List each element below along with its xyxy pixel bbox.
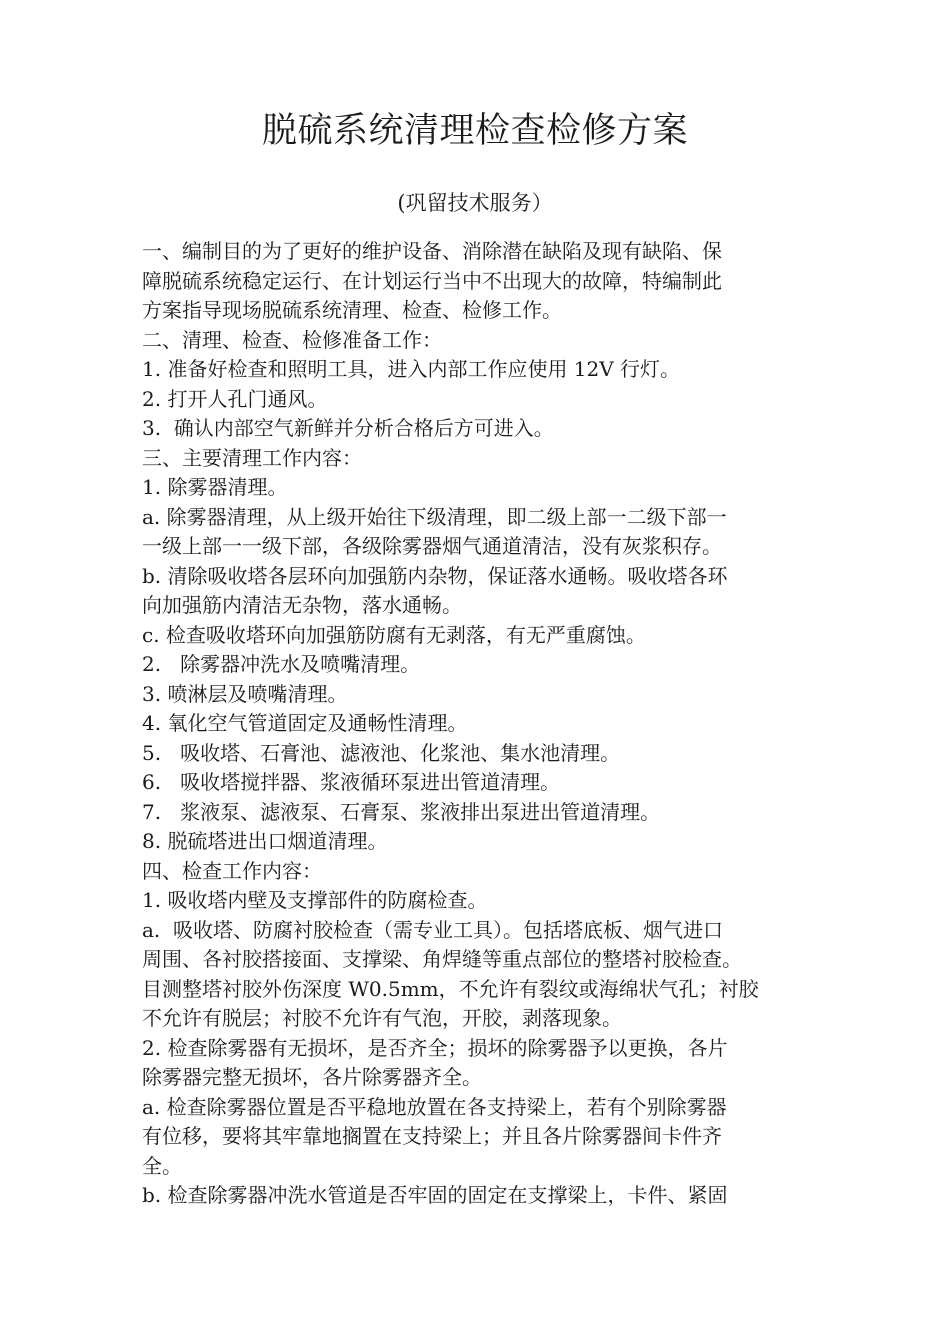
body-line: 2. 检查除雾器有无损坏，是否齐全；损坏的除雾器予以更换，各片 [142, 1035, 728, 1060]
body-line: 一、编制目的为了更好的维护设备、消除潜在缺陷及现有缺陷、保 [142, 239, 722, 263]
body-line: 周围、各衬胶搭接面、支撑梁、角焊缝等重点部位的整塔衬胶检查。 [142, 947, 742, 971]
document-subtitle: (巩留技术服务） [397, 191, 553, 215]
body-line: 向加强筋内清洁无杂物，落水通畅。 [142, 593, 462, 617]
body-line: 2. 打开人孔门通风。 [142, 386, 328, 411]
body-line: 不允许有脱层；衬胶不允许有气泡，开胶，剥落现象。 [142, 1006, 622, 1030]
body-line: 障脱硫系统稳定运行、在计划运行当中不出现大的故障，特编制此 [142, 268, 722, 293]
body-line: b. 清除吸收塔各层环向加强筋内杂物，保证落水通畅。吸收塔各环 [142, 563, 728, 588]
body-line: b. 检查除雾器冲洗水管道是否牢固的固定在支撑梁上，卡件、紧固 [142, 1183, 728, 1207]
body-line: 8. 脱硫塔进出口烟道清理。 [142, 829, 388, 853]
body-line: a. 吸收塔、防腐衬胶检查（需专业工具）。包括塔底板、烟气进口 [142, 917, 723, 942]
body-line: 全。 [142, 1153, 182, 1178]
document-title: 脱硫系统清理检查检修方案 [261, 111, 688, 151]
body-line: 1. 吸收塔内壁及支撑部件的防腐检查。 [142, 888, 488, 912]
body-line: 一级上部一一级下部，各级除雾器烟气通道清洁，没有灰浆积存。 [142, 534, 722, 558]
body-line: 5. 吸收塔、石膏池、滤液池、化浆池、集水池清理。 [142, 740, 621, 765]
body-line: 四、检查工作内容： [142, 858, 322, 883]
body-line: 1. 除雾器清理。 [142, 475, 288, 499]
body-line: a. 除雾器清理，从上级开始往下级清理，即二级上部一二级下部一 [142, 504, 727, 529]
body-line: 2. 除雾器冲洗水及喷嘴清理。 [142, 652, 421, 676]
body-line: 方案指导现场脱硫系统清理、检查、检修工作。 [142, 298, 562, 322]
document-body [142, 237, 810, 1211]
body-line: a. 检查除雾器位置是否平稳地放置在各支持梁上，若有个别除雾器 [142, 1094, 727, 1119]
body-line: c. 检查吸收塔环向加强筋防腐有无剥落，有无严重腐蚀。 [142, 622, 646, 647]
body-line: 除雾器完整无损坏，各片除雾器齐全。 [142, 1065, 482, 1089]
body-line: 3. 喷淋层及喷嘴清理。 [142, 681, 348, 706]
body-line: 目测整塔衬胶外伤深度 W0.5mm，不允许有裂纹或海绵状气孔；衬胶 [142, 976, 759, 1001]
body-line: 6. 吸收塔搅拌器、浆液循环泵进出管道清理。 [142, 770, 561, 794]
body-line: 4. 氧化空气管道固定及通畅性清理。 [142, 711, 468, 735]
body-line: 1. 准备好检查和照明工具，进入内部工作应使用 12V 行灯。 [142, 357, 681, 381]
body-line: 3. 确认内部空气新鲜并分析合格后方可进入。 [142, 416, 554, 440]
body-line: 三、主要清理工作内容： [142, 445, 362, 470]
body-line: 7. 浆液泵、滤液泵、石膏泵、浆液排出泵进出管道清理。 [142, 799, 661, 824]
body-line: 二、清理、检查、检修准备工作： [142, 327, 442, 352]
body-line: 有位移，要将其牢靠地搁置在支持梁上；并且各片除雾器间卡件齐 [142, 1124, 722, 1148]
